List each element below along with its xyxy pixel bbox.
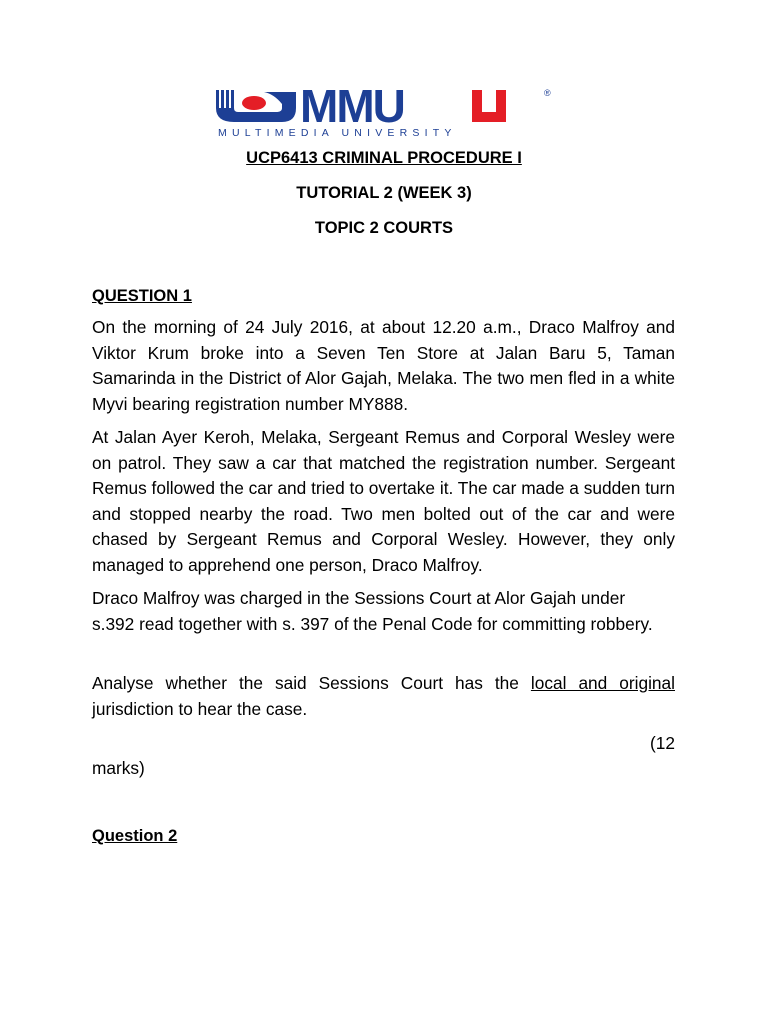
question-2-heading: Question 2 <box>92 827 178 845</box>
tutorial-title: TUTORIAL 2 (WEEK 3) <box>296 184 472 202</box>
mmu-logo-graphic <box>212 84 562 140</box>
marks-open: (12 <box>650 733 675 753</box>
marks-close: marks) <box>92 758 145 778</box>
question-1-paragraph-3 <box>92 586 675 637</box>
logo-letters: MMU <box>300 84 404 132</box>
question-1-paragraph-4: Analyse whether the said Sessions Court has the local and original jurisdiction to hear the case. <box>92 673 675 719</box>
question-1-paragraph-1: On the morning of 24 July 2016, at about 12.20 a.m., Draco Malfroy and Viktor Krum broke into a Seven Ten Store at Jalan Baru 5, Taman Samarinda in the District of Alor Gajah, Melaka. The two men fled in a white Myvi bearing registration number MY888. <box>92 317 675 414</box>
logo-swoosh-icon <box>216 90 296 122</box>
paragraph-3-line-1: Draco Malfroy was charged in the Sessions Court at Alor Gajah under <box>92 588 626 608</box>
registered-mark: ® <box>544 88 551 98</box>
topic-title: TOPIC 2 COURTS <box>314 219 454 237</box>
mmu-logo <box>212 84 562 140</box>
question-1-paragraph-2: At Jalan Ayer Keroh, Melaka, Sergeant Remus and Corporal Wesley were on patrol. They saw a car that matched the registration number. Sergeant Remus followed the car and tried to overtake it. The car made a sudden turn and stopped nearby the road. Two men bolted out of the car and were chased by Sergeant Remus and Corporal Wesley. However, they only managed to apprehend one person, Draco Malfroy. <box>92 427 675 575</box>
course-title: UCP6413 CRIMINAL PROCEDURE I <box>246 149 522 167</box>
logo-subtitle: MULTIMEDIA UNIVERSITY <box>218 127 457 139</box>
paragraph-3-rest: s.392 read together with s. 397 of the Penal Code for committing robbery. <box>92 613 653 634</box>
question-1-heading: QUESTION 1 <box>92 287 192 305</box>
underlined-phrase: local and original <box>530 673 675 693</box>
